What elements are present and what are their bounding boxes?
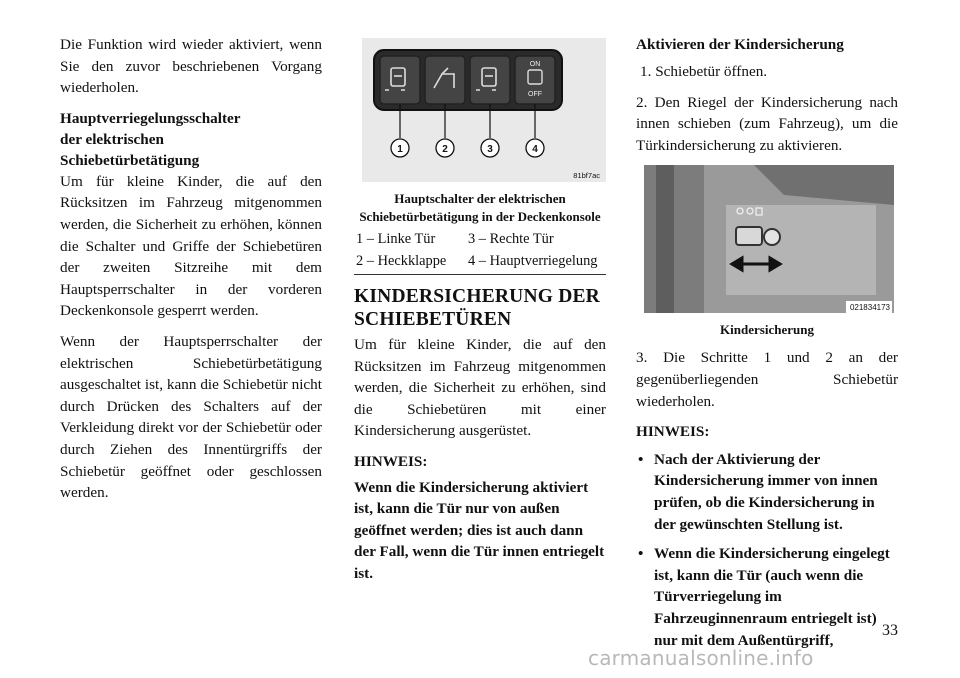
left-door-switch bbox=[380, 56, 420, 104]
paragraph: Wenn der Hauptsperrschalter der elektrischen Schiebetürbetätigung ausgeschaltet ist, kann die Schiebetür nicht durch Drücken des Schalters auf der Verkleidung direkt vor der Schiebetür oder durch Ziehen des Innentürgriffs der Schiebetür geöffnet oder geschlossen werden. bbox=[60, 332, 322, 502]
note-text: Wenn die Kindersicherung aktiviert ist, kann die Tür nur von außen geöffnet werden; dies ist auch dann der Fall, wenn die Tür innen entriegelt ist. bbox=[354, 478, 605, 582]
legend-item: 2 – Heckklappe bbox=[356, 253, 447, 269]
paragraph: Um für kleine Kinder, die auf den Rücksitzen im Fahrzeug mitgenommen werden, die Sicherheit zu erhöhen, können die Schalter und Griffe der Schiebetüren der zweiten Sitzreihe mit dem Hauptsperrschalter in der vorderen Deckenkonsole gesperrt werden. bbox=[60, 172, 322, 320]
note-list bbox=[636, 449, 898, 651]
list-item: • Nach der Aktivierung der Kindersicherung immer von innen prüfen, ob die Kindersicherung in der gewünschten Stellung ist. bbox=[636, 449, 898, 535]
liftgate-switch bbox=[425, 56, 465, 104]
figure-code: 021834173 bbox=[849, 303, 890, 313]
step-1: 1. Schiebetür öffnen. bbox=[640, 63, 768, 80]
step-2: 2. Den Riegel der Kindersicherung nach innen schieben (zum Fahrzeug), um die Türkindersicherung zu aktivieren. bbox=[636, 93, 898, 154]
legend-item: 4 – Hauptverriegelung bbox=[468, 253, 598, 269]
step-3: 3. Die Schritte 1 und 2 an der gegenüberliegenden Schiebetür wiederholen. bbox=[636, 349, 898, 410]
section-heading: Aktivieren der Kindersicherung bbox=[636, 36, 844, 53]
middle-column bbox=[354, 34, 606, 594]
paragraph: Um für kleine Kinder, die auf den Rücksitzen im Fahrzeug mitgenommen werden, die Sicherheit zu erhöhen, sind die Schiebetüren mit einer Kindersicherung ausgerüstet. bbox=[354, 336, 606, 440]
switch-off-label: OFF bbox=[528, 91, 542, 98]
right-column bbox=[636, 34, 898, 659]
right-door-switch bbox=[470, 56, 510, 104]
figure-caption: Hauptschalter der elektrischen Schiebetürbetätigung in der Deckenkonsole bbox=[359, 191, 601, 224]
figure-legend bbox=[354, 232, 606, 275]
paragraph: Die Funktion wird wieder aktiviert, wenn Sie den zuvor beschriebenen Vorgang wiederholen. bbox=[60, 36, 322, 97]
legend-item: 3 – Rechte Tür bbox=[468, 231, 554, 247]
section-title: KINDERSICHERUNG DER SCHIEBETÜREN bbox=[354, 286, 600, 330]
figure-caption: Kindersicherung bbox=[720, 322, 814, 338]
child-lock-figure bbox=[634, 165, 896, 315]
lock-mechanism-icon bbox=[764, 229, 780, 245]
section-heading: Hauptverriegelungsschalter der elektrischen Schiebetürbetätigung bbox=[60, 109, 241, 169]
page-number: 33 bbox=[882, 622, 898, 639]
callout-1: 1 bbox=[397, 144, 403, 155]
callout-2: 2 bbox=[442, 144, 448, 155]
callout-3: 3 bbox=[487, 144, 493, 155]
overhead-switch-figure bbox=[354, 34, 606, 186]
switch-on-label: ON bbox=[529, 61, 541, 68]
note-label: HINWEIS: bbox=[354, 452, 428, 470]
child-lock-lever bbox=[736, 227, 762, 245]
watermark: carmanualsonline.info bbox=[588, 646, 814, 670]
callout-4: 4 bbox=[532, 144, 538, 155]
legend-item: 1 – Linke Tür bbox=[356, 231, 436, 247]
left-column bbox=[60, 34, 322, 513]
note-label: HINWEIS: bbox=[636, 423, 710, 441]
list-item: • Wenn die Kindersicherung eingelegt ist, kann die Tür (auch wenn die Türverriegelung im Fahrzeuginnenraum entriegelt ist) nur mit dem Außentürgriff, bbox=[636, 543, 898, 651]
figure-code: 81bf7ac bbox=[573, 171, 600, 180]
